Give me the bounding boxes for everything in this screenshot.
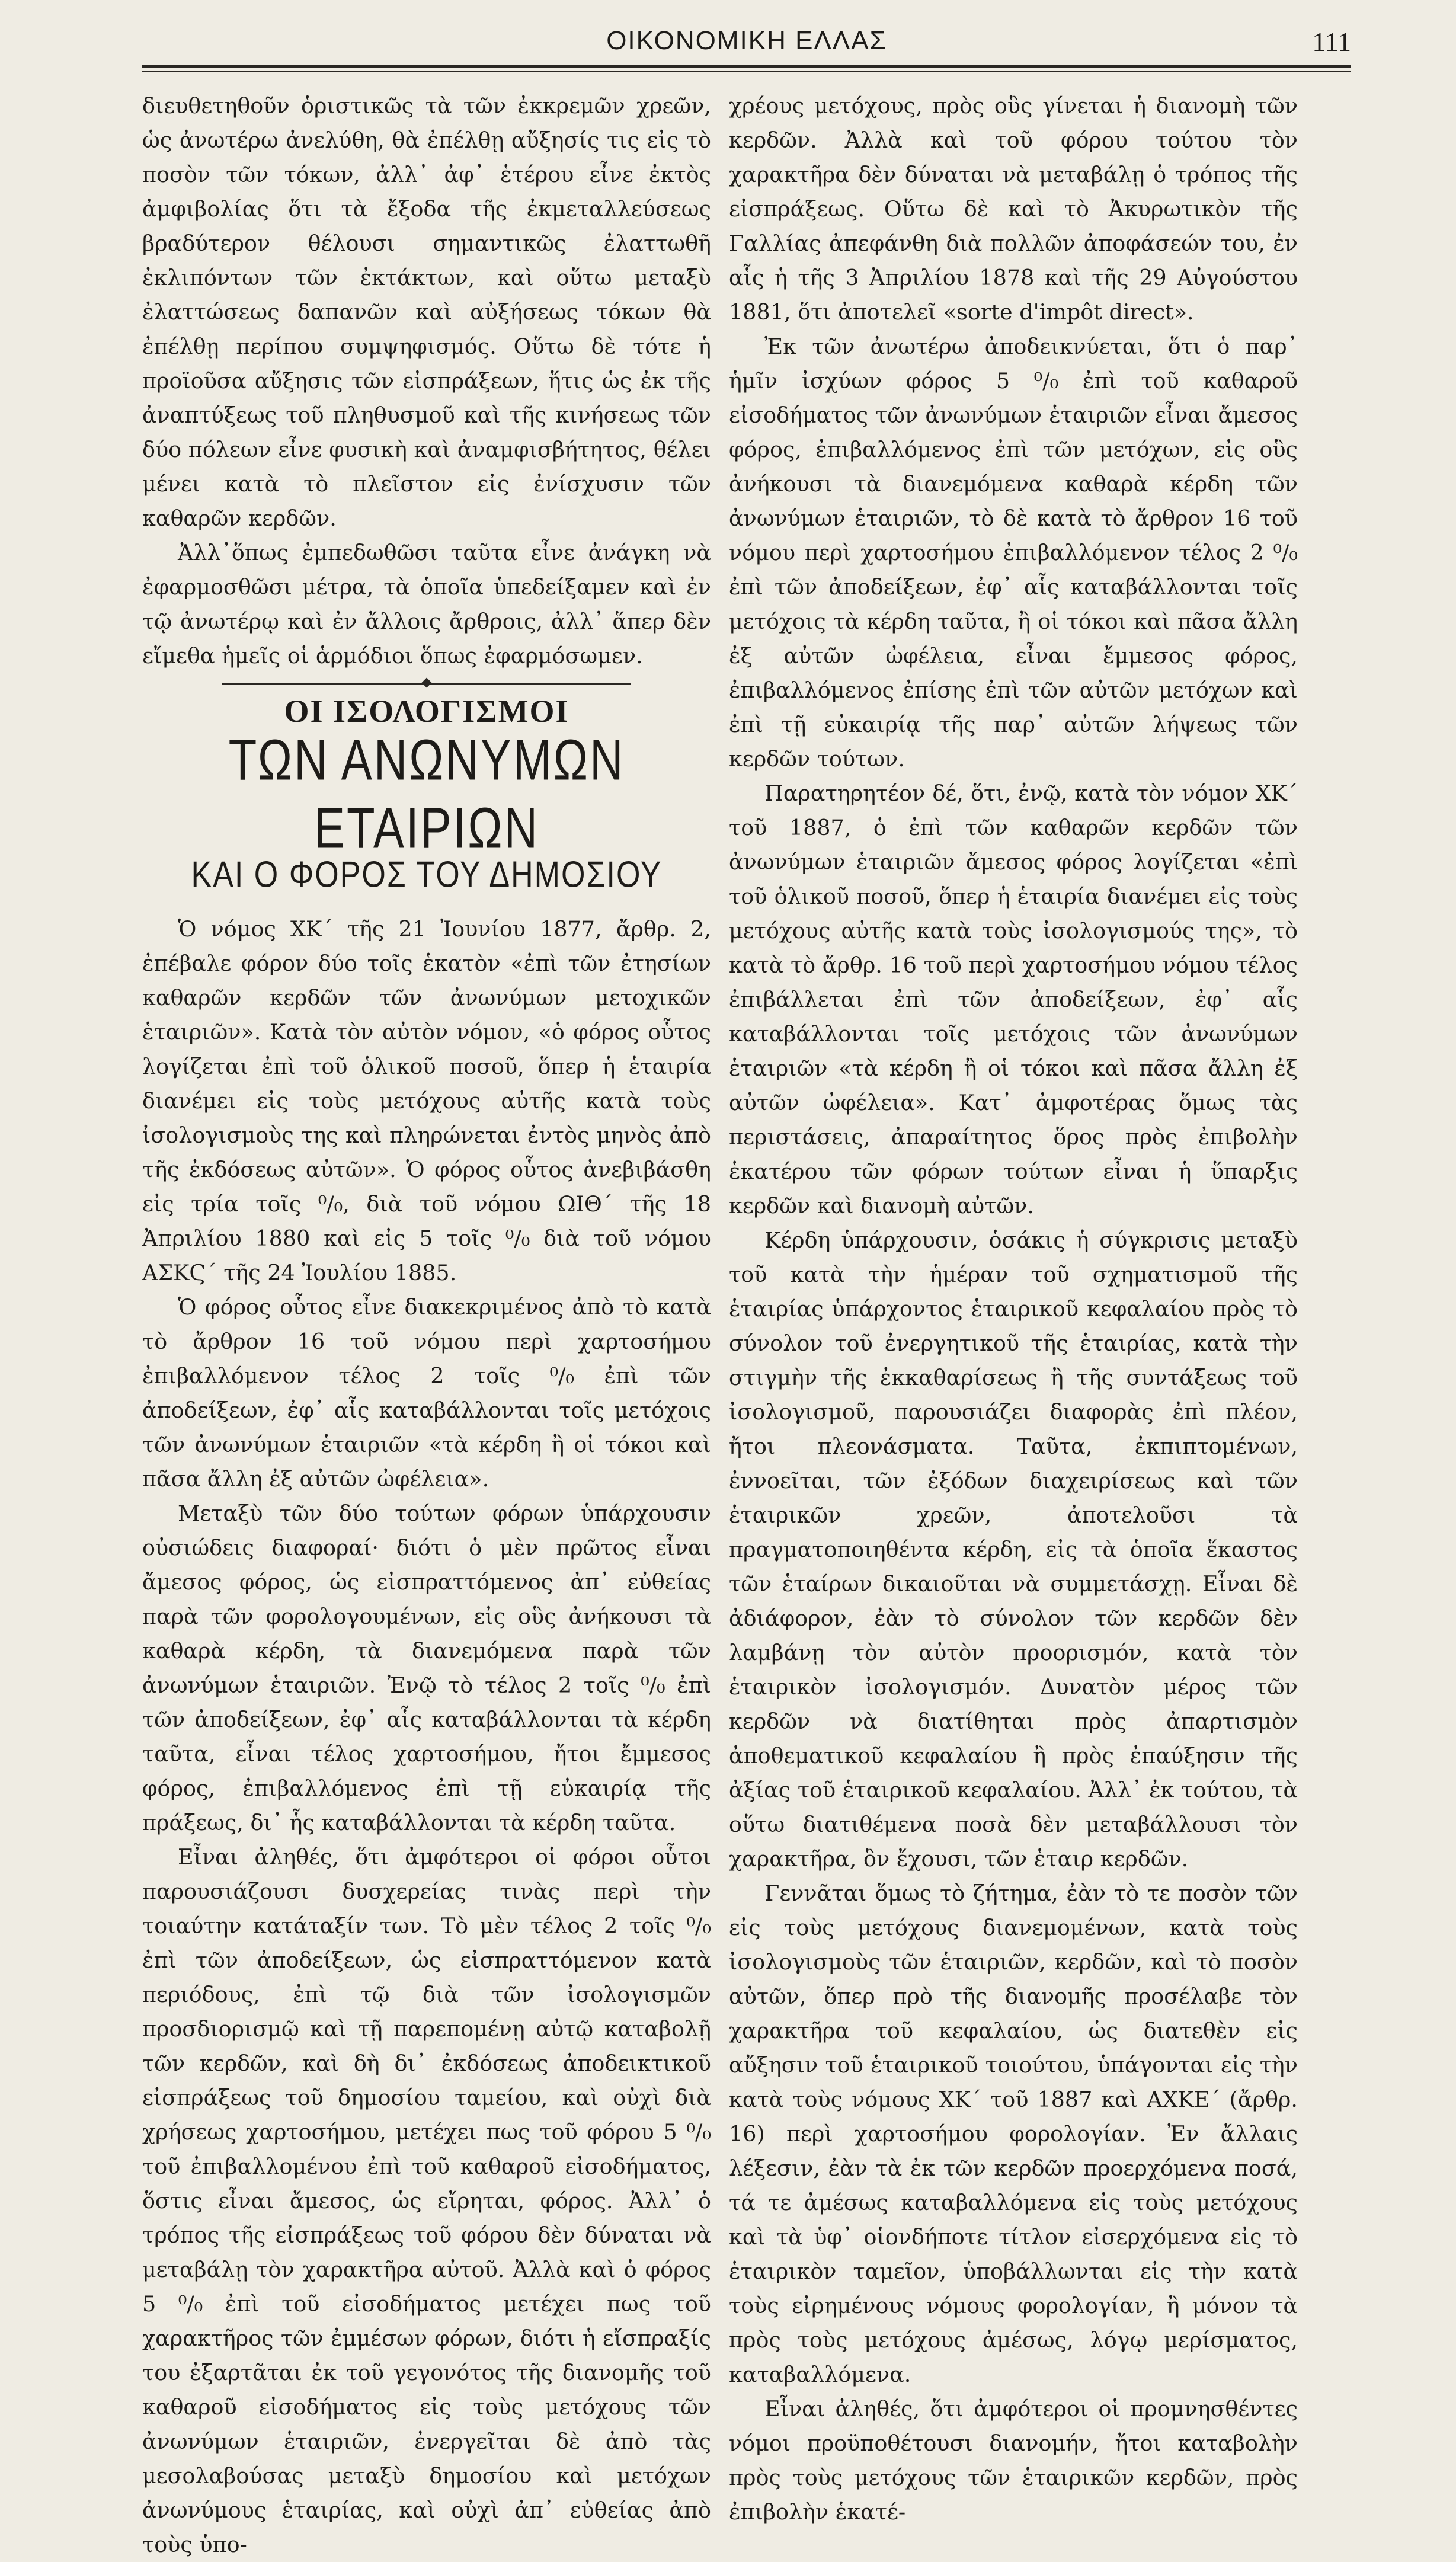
paragraph: Ὁ νόμος ΧΚ΄ τῆς 21 Ἰουνίου 1877, ἄρθρ. 2, ἐπέβαλε φόρον δύο τοῖς ἑκατὸν «ἐπὶ τῶν ἐτησίων καθαρῶν κερδῶν τῶν ἀνωνύμων μετοχικῶν ἑταιριῶν». Κατὰ τὸν αὐτὸν νόμον, «ὁ φόρος οὗτος λογίζεται ἐπὶ τοῦ ὁλικοῦ ποσοῦ, ὅπερ ἡ ἑταιρία διανέμει εἰς τοὺς μετόχους αὐτῆς κατὰ τοὺς ἰσολογισμοὺς της καὶ πληρώνεται ἐντὸς μηνὸς ἀπὸ τῆς ἐκδόσεως αὐτῶν». Ὁ φόρος οὗτος ἀνεβιβάσθη εἰς τρία τοῖς ⁰/₀, διὰ τοῦ νόμου ΩΙΘ΄ τῆς 18 Ἀπριλίου 1880 καὶ εἰς 5 τοῖς ⁰/₀ διὰ τοῦ νόμου ΑΣΚϚ΄ τῆς 24 Ἰουλίου 1885. — [142, 916, 711, 1285]
paragraph: χρέους μετόχους, πρὸς οὓς γίνεται ἡ διανομὴ τῶν κερδῶν. Ἀλλὰ καὶ τοῦ φόρου τούτου τὸν χαρακτῆρα δὲν δύναται νὰ μεταβάλῃ ὁ τρόπος τῆς εἰσπράξεως. Οὕτω δὲ καὶ τὸ Ἀκυρωτικὸν τῆς Γαλλίας ἀπεφάνθη διὰ πολλῶν ἀποφάσεών του, ἐν αἷς ἡ τῆς 3 Ἀπριλίου 1878 καὶ τῆς 29 Αὐγούστου 1881, ὅτι ἀποτελεῖ «sorte d'impôt direct». — [729, 93, 1298, 325]
paragraph: Εἶναι ἀληθές, ὅτι ἀμφότεροι οἱ φόροι οὗτοι παρουσιάζουσι δυσχερείας τινὰς περὶ τὴν τοιαύτην κατάταξίν των. Τὸ μὲν τέλος 2 τοῖς ⁰/₀ ἐπὶ τῶν ἀποδείξεων, ὡς εἰσπραττόμενον κατὰ περιόδους, ἐπὶ τῷ διὰ τῶν ἰσολογισμῶν προσδιορισμῷ καὶ τῇ παρεπομένῃ αὐτῷ καταβολῇ τῶν κερδῶν, καὶ δὴ δι᾽ ἐκδόσεως ἀποδεικτικοῦ εἰσπράξεως τοῦ δημοσίου ταμείου, καὶ οὐχὶ διὰ χρήσεως χαρτοσήμου, μετέχει πως τοῦ φόρου 5 ⁰/₀ τοῦ ἐπιβαλλομένου ἐπὶ τοῦ καθαροῦ εἰσοδήματος, ὅστις εἶναι ἄμεσος, ὡς εἴρηται, φόρος. Ἀλλ᾽ ὁ τρόπος τῆς εἰσπράξεως τοῦ φόρου δὲν δύναται νὰ μεταβάλῃ τὸν χαρακτῆρα αὐτοῦ. Ἀλλὰ καὶ ὁ φόρος 5 ⁰/₀ ἐπὶ τοῦ εἰσοδήματος μετέχει πως τοῦ χαρακτῆρος τῶν ἐμμέσων φόρων, διότι ἡ εἴσπραξίς του ἐξαρτᾶται ἐκ τοῦ γεγονότος τῆς διανομῆς τοῦ καθαροῦ εἰσοδήματος εἰς τοὺς μετόχους τῶν ἀνωνύμων ἑταιριῶν, ἐνεργεῖται δὲ ἀπὸ τὰς μεσολαβούσας μεταξὺ δημοσίου καὶ μετόχων ἀνωνύμους ἑταιρίας, καὶ οὐχὶ ἀπ᾽ εὐθείας ἀπὸ τοὺς ὑπο- — [142, 1844, 711, 2557]
left-column — [142, 89, 711, 2562]
paragraph: Γεννᾶται ὅμως τὸ ζήτημα, ἐὰν τὸ τε ποσὸν τῶν εἰς τοὺς μετόχους διανεμομένων, κατὰ τοὺς ἰσολογισμοὺς τῶν ἑταιριῶν, κερδῶν, καὶ τὸ ποσὸν αὐτῶν, ὅπερ πρὸ τῆς διανομῆς προσέλαβε τὸν χαρακτῆρα τοῦ κεφαλαίου, ὡς διατεθὲν εἰς αὔξησιν τοῦ ἑταιρικοῦ τοιούτου, ὑπάγονται εἰς τὴν κατὰ τοὺς νόμους ΧΚ΄ τοῦ 1887 καὶ ΑΧΚΕ΄ (ἄρθρ. 16) περὶ χαρτοσήμου φορολογίαν. Ἐν ἄλλαις λέξεσιν, ἐὰν τὰ ἐκ τῶν κερδῶν προερχόμενα ποσά, τά τε ἀμέσως καταβαλλόμενα εἰς τοὺς μετόχους καὶ τὰ ὑφ᾽ οἱονδήποτε τίτλον εἰσερχόμενα εἰς τὸ ἑταιρικὸν ταμεῖον, ὑποβάλλωνται εἰς τὴν κατὰ τοὺς εἰρημένους νόμους φορολογίαν, ἢ μόνον τὰ πρὸς τοὺς μετόχους ἀμέσως, λόγῳ μερίσματος, καταβαλλόμενα. — [729, 1880, 1298, 2387]
paragraph: Μεταξὺ τῶν δύο τούτων φόρων ὑπάρχουσιν οὐσιώδεις διαφοραί· διότι ὁ μὲν πρῶτος εἶναι ἄμεσος φόρος, ὡς εἰσπραττόμενος ἀπ᾽ εὐθείας παρὰ τῶν φορολογουμένων, εἰς οὓς ἀνήκουσι τὰ καθαρὰ κέρδη, τὰ διανεμόμενα παρὰ τῶν ἀνωνύμων ἑταιριῶν. Ἐνῷ τὸ τέλος 2 τοῖς ⁰/₀ ἐπὶ τῶν ἀποδείξεων, ἐφ᾽ αἷς καταβάλλονται τὰ κέρδη ταῦτα, εἶναι τέλος χαρτοσήμου, ἤτοι ἔμμεσος φόρος, ἐπιβαλλόμενος ἐπὶ τῇ εὐκαιρίᾳ τῆς πράξεως, δι᾽ ἧς καταβάλλονται τὰ κέρδη ταῦτα. — [142, 1501, 711, 1835]
header-double-rule — [142, 65, 1351, 72]
paragraph: Ὁ φόρος οὗτος εἶνε διακεκριμένος ἀπὸ τὸ κατὰ τὸ ἄρθρον 16 τοῦ νόμου περὶ χαρτοσήμου ἐπιβαλλόμενον τέλος 2 τοῖς ⁰/₀ ἐπὶ τῶν ἀποδείξεων, ἐφ᾽ αἷς καταβάλλονται τοῖς μετόχοις τῶν ἀνωνύμων ἑταιριῶν «τὰ κέρδη ἢ οἱ τόκοι καὶ πᾶσα ἄλλη ἐξ αὐτῶν ὠφέλεια». — [142, 1294, 711, 1492]
article-kicker: ΟΙ ΙΣΟΛΟΓΙΣΜΟΙ — [284, 693, 569, 729]
running-head — [142, 23, 1351, 64]
page-number: 111 — [1312, 27, 1351, 57]
publication-title: ΟΙΚΟΝΟΜΙΚΗ ΕΛΛΑΣ — [606, 26, 887, 55]
article-title: ΤΩΝ ΑΝΩΝΥΜΩΝ ΕΤΑΙΡΙΩΝ — [228, 727, 625, 861]
article-separator — [222, 683, 631, 685]
right-column — [729, 89, 1298, 2529]
paragraph: Εἶναι ἀληθές, ὅτι ἀμφότεροι οἱ προμνησθέντες νόμοι προϋποθέτουσι διανομήν, ἤτοι καταβολὴν πρὸς τοὺς μετόχους τῶν ἑταιρικῶν κερδῶν, πρὸς ἐπιβολὴν ἑκατέ- — [729, 2396, 1298, 2525]
paragraph: Ἀλλ᾽ὅπως ἐμπεδωθῶσι ταῦτα εἶνε ἀνάγκη νὰ ἐφαρμοσθῶσι μέτρα, τὰ ὁποῖα ὑπεδείξαμεν καὶ ἐν τῷ ἀνωτέρῳ καὶ ἐν ἄλλοις ἄρθροις, ἀλλ᾽ ἅπερ δὲν εἴμεθα ἡμεῖς οἱ ἁρμόδιοι ὅπως ἐφαρμόσωμεν. — [142, 540, 711, 669]
paragraph: Ἐκ τῶν ἀνωτέρω ἀποδεικνύεται, ὅτι ὁ παρ᾽ ἡμῖν ἰσχύων φόρος 5 ⁰/₀ ἐπὶ τοῦ καθαροῦ εἰσοδήματος τῶν ἀνωνύμων ἑταιριῶν εἶναι ἄμεσος φόρος, ἐπιβαλλόμενος ἐπὶ τῶν μετόχων, εἰς οὓς ἀνήκουσι τὰ διανεμόμενα καθαρὰ κέρδη τῶν ἀνωνύμων ἑταιριῶν, τὸ δὲ κατὰ τὸ ἄρθρον 16 τοῦ νόμου περὶ χαρτοσήμου ἐπιβαλλόμενον τέλος 2 ⁰/₀ ἐπὶ τῶν ἀποδείξεων, ἐφ᾽ αἷς καταβάλλονται τοῖς μετόχοις τὰ κέρδη ταῦτα, ἢ οἱ τόκοι καὶ πᾶσα ἄλλη ἐξ αὐτῶν ὠφέλεια, εἶναι ἔμμεσος φόρος, ἐπιβαλλόμενος ἐπίσης ἐπὶ τῶν αὐτῶν μετόχων καὶ ἐπὶ τῇ εὐκαιρίᾳ τῆς παρ᾽ αὐτῶν λήψεως τῶν κερδῶν τούτων. — [729, 334, 1298, 772]
paragraph: Κέρδη ὑπάρχουσιν, ὁσάκις ἡ σύγκρισις μεταξὺ τοῦ κατὰ τὴν ἡμέραν τοῦ σχηματισμοῦ τῆς ἑταιρίας ὑπάρχοντος ἑταιρικοῦ κεφαλαίου πρὸς τὸ σύνολον τοῦ ἐνεργητικοῦ τῆς ἑταιρίας, κατὰ τὴν στιγμὴν τῆς ἐκκαθαρίσεως ἢ τῆς συντάξεως τοῦ ἰσολογισμοῦ, παρουσιάζει διαφορὰς ἐπὶ πλέον, ἤτοι πλεονάσματα. Ταῦτα, ἐκπιπτομένων, ἐννοεῖται, τῶν ἐξόδων διαχειρίσεως καὶ τῶν ἑταιρικῶν χρεῶν, ἀποτελοῦσι τὰ πραγματοποιηθέντα κέρδη, εἰς τὰ ὁποῖα ἕκαστος τῶν ἑταίρων δικαιοῦται νὰ συμμετάσχῃ. Εἶναι δὲ ἀδιάφορον, ἐὰν τὸ σύνολον τῶν κερδῶν δὲν λαμβάνῃ τὸν αὐτὸν προορισμόν, κατὰ τὸν ἑταιρικὸν ἰσολογισμόν. Δυνατὸν μέρος τῶν κερδῶν νὰ διατίθηται πρὸς ἀπαρτισμὸν ἀποθεματικοῦ κεφαλαίου ἢ πρὸς ἐπαύξησιν τῆς ἀξίας τοῦ ἑταιρικοῦ κεφαλαίου. Ἀλλ᾽ ἐκ τούτου, τὰ οὕτω διατιθέμενα ποσὰ δὲν μεταβάλλουσι τὸν χαρακτῆρα, ὃν ἔχουσι, τῶν ἑταιρ κερδῶν. — [729, 1227, 1298, 1872]
paragraph: διευθετηθοῦν ὁριστικῶς τὰ τῶν ἐκκρεμῶν χρεῶν, ὡς ἀνωτέρω ἀνελύθη, θὰ ἐπέλθῃ αὔξησίς τις εἰς τὸ ποσὸν τῶν τόκων, ἀλλ᾽ ἀφ᾽ ἑτέρου εἶνε ἐκτὸς ἀμφιβολίας ὅτι τὰ ἔξοδα τῆς ἐκμεταλλεύσεως βραδύτερον θέλουσι σημαντικῶς ἐλαττωθῆ ἐκλιπόντων τῶν ἐκτάκτων, καὶ οὕτω μεταξὺ ἐλαττώσεως δαπανῶν καὶ αὐξήσεως τόκων θὰ ἐπέλθῃ περίπου συμψηφισμός. Οὕτω δὲ τότε ἡ προϊοῦσα αὔξησις τῶν εἰσπράξεων, ἥτις ὡς ἐκ τῆς ἀναπτύξεως τοῦ πληθυσμοῦ καὶ τῆς κινήσεως τῶν δύο πόλεων εἶνε φυσικὴ καὶ ἀναμφισβήτητος, θέλει μένει κατὰ τὸ πλεῖστον εἰς ἐνίσχυσιν τῶν καθαρῶν κερδῶν. — [142, 93, 711, 531]
paragraph: Παρατηρητέον δέ, ὅτι, ἐνῷ, κατὰ τὸν νόμον ΧΚ΄ τοῦ 1887, ὁ ἐπὶ τῶν καθαρῶν κερδῶν τῶν ἀνωνύμων ἑταιριῶν ἄμεσος φόρος λογίζεται «ἐπὶ τοῦ ὁλικοῦ ποσοῦ, ὅπερ ἡ ἑταιρία διανέμει εἰς τοὺς μετόχους αὐτῆς κατὰ τοὺς ἰσολογισμούς της», τὸ κατὰ τὸ ἄρθρ. 16 τοῦ περὶ χαρτοσήμου νόμου τέλος ἐπιβάλλεται ἐπὶ τῶν ἀποδείξεων, ἐφ᾽ αἷς καταβάλλονται τοῖς μετόχοις τῶν ἀνωνύμων ἑταιριῶν «τὰ κέρδη ἢ οἱ τόκοι καὶ πᾶσα ἄλλη ἐξ αὐτῶν ὠφέλεια». Κατ᾽ ἀμφοτέρας ὅμως τὰς περιστάσεις, ἀπαραίτητος ὅρος πρὸς ἐπιβολὴν ἑκατέρου τῶν φόρων τούτων εἶναι ἡ ὕπαρξις κερδῶν καὶ διανομὴ αὐτῶν. — [729, 781, 1298, 1218]
article-subtitle: ΚΑΙ Ο ΦΟΡΟΣ ΤΟΥ ΔΗΜΟΣΙΟΥ — [191, 854, 663, 895]
